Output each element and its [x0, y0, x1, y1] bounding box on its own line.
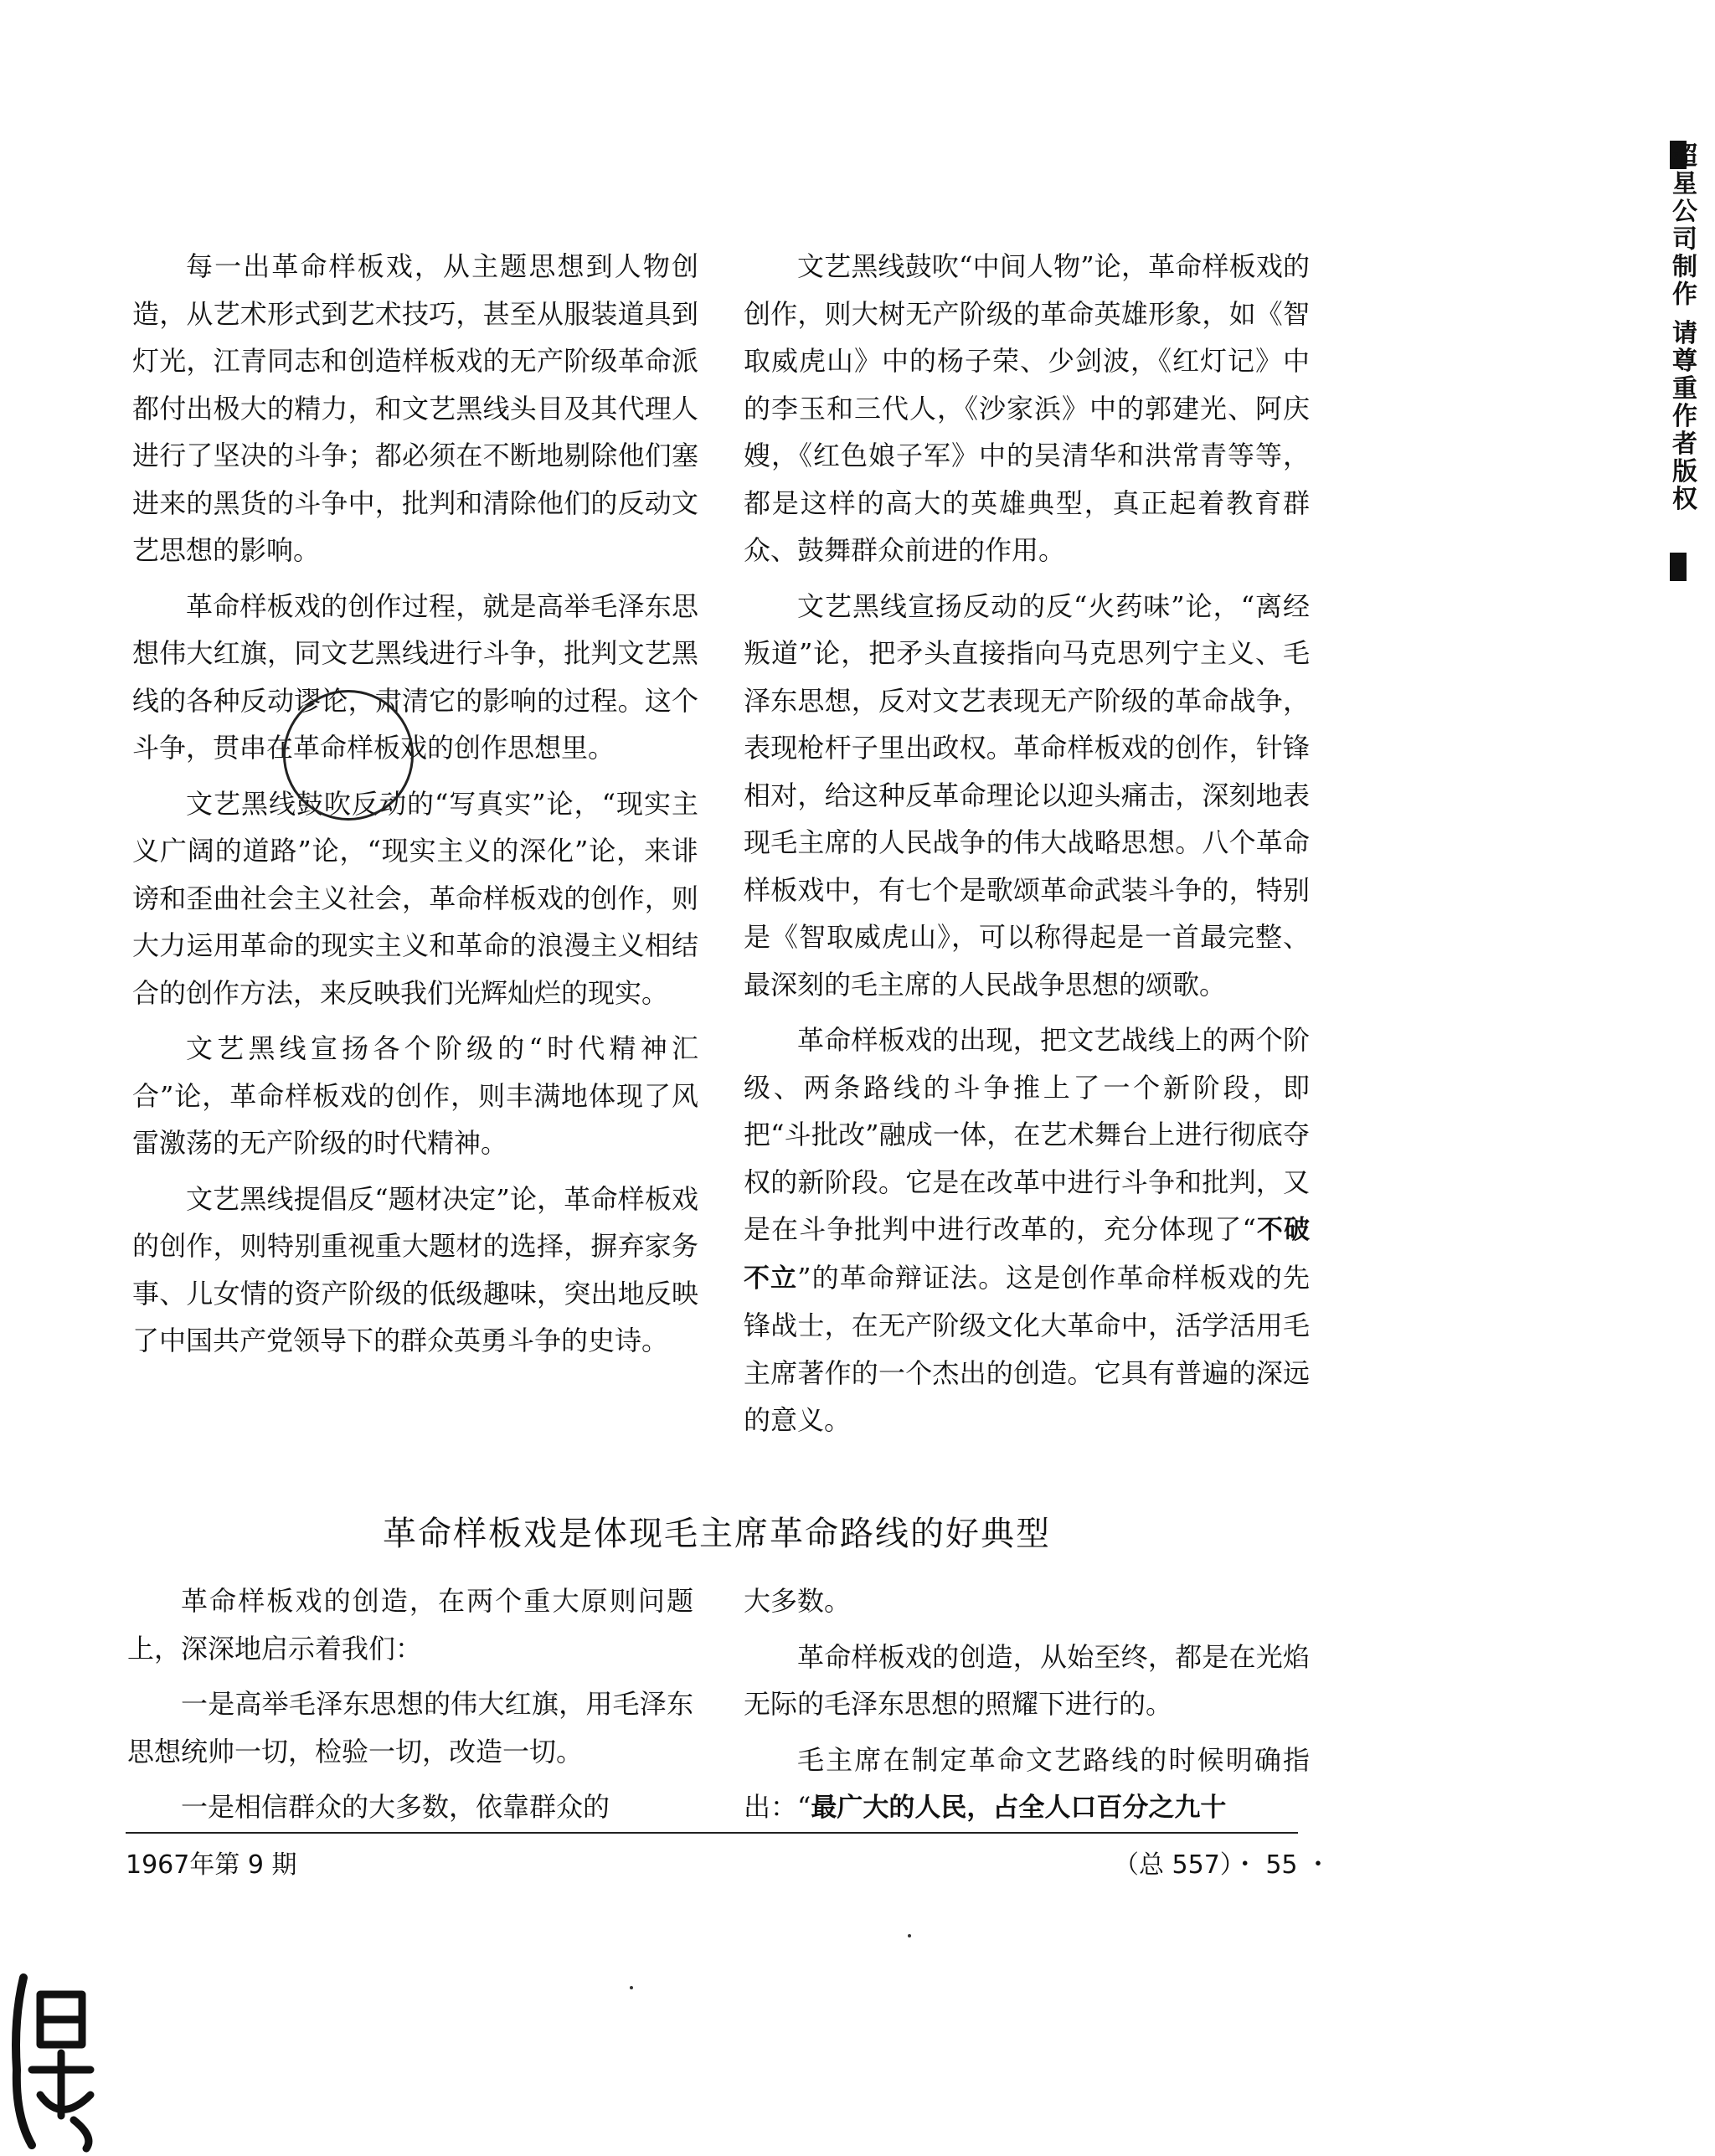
column-3 [127, 1577, 693, 1840]
pen-circle-mark [283, 690, 414, 821]
paragraph: 一是高举毛泽东思想的伟大红旗，用毛泽东思想统帅一切，检验一切，改造一切。 [127, 1688, 693, 1768]
paragraph: 文艺黑线宣扬反动的反“火药味”论，“离经叛道”论，把矛头直接指向马克思列宁主义、毛泽东思想，反对文艺表现无产阶级的革命战争，表现枪杆子里出政权。革命样板戏的创作，针锋相对，给这种反革命理论以迎头痛击，深刻地表现毛主席的人民战争的伟大战略思想。八个革命样板戏中，有七个是歌颂革命武装斗争的，特别是《智取威虎山》，可以称得起是一首最完整、最深刻的毛主席的人民战争思想的颂歌。 [744, 589, 1310, 1001]
column-1 [132, 243, 698, 1373]
column-4 [744, 1577, 1310, 1840]
paragraph: 一是相信群众的大多数，依靠群众的 [181, 1791, 610, 1823]
bold-phrase: 不破不立 [744, 1215, 1310, 1294]
paragraph [744, 1737, 1310, 1832]
paragraph: 文艺黑线鼓吹反动的“写真实”论，“现实主义广阔的道路”论，“现实主义的深化”论，来诽谤和歪曲社会主义社会，革命样板戏的创作，则大力运用革命的现实主义和革命的浪漫主义相结合的创作方法，来反映我们光辉灿烂的现实。 [132, 787, 698, 1009]
paragraph: 革命样板戏的创造，从始至终，都是在光焰无际的毛泽东思想的照耀下进行的。 [744, 1640, 1310, 1720]
paragraph [744, 1016, 1310, 1444]
paragraph: 文艺黑线宣扬各个阶级的“时代精神汇合”论，革命样板戏的创作，则丰满地体现了风雷激荡的无产阶级的时代精神。 [132, 1032, 698, 1159]
paragraph-text: 毛主席在制定革命文艺路线的时候明确指出：“ [744, 1743, 1310, 1823]
copyright-notice: 超星公司制作 请尊重作者版权 [1667, 142, 1697, 513]
paragraph: 每一出革命样板戏，从主题思想到人物创造，从艺术形式到艺术技巧，甚至从服装道具到灯光，江青同志和创造样板戏的无产阶级革命派都付出极大的精力，和文艺黑线头目及其代理人进行了坚决的斗争；都必须在不断地剔除他们塞进来的黑货的斗争中，批判和清除他们的反动文艺思想的影响。 [132, 250, 698, 566]
column-2 [744, 243, 1310, 1453]
paragraph: 文艺黑线提倡反“题材决定”论，革命样板戏的创作，则特别重视重大题材的选择，摒弃家务事、儿女情的资产阶级的低级趣味，突出地反映了中国共产党领导下的群众英勇斗争的史诗。 [132, 1182, 698, 1356]
bold-phrase: 最广大的人民，占全人口百分之九十 [811, 1793, 1227, 1823]
speck [908, 1934, 911, 1937]
paragraph: 革命样板戏的创作过程，就是高举毛泽东思想伟大红旗，同文艺黑线进行斗争，批判文艺黑线的各种反动谬论，肃清它的影响的过程。这个斗争，贯串在革命样板戏的创作思想里。 [132, 589, 698, 764]
paragraph: 文艺黑线鼓吹“中间人物”论，革命样板戏的创作，则大树无产阶级的革命英雄形象，如《智取威虎山》中的杨子荣、少剑波，《红灯记》中的李玉和三代人，《沙家浜》中的郭建光、阿庆嫂，《红色娘子军》中的吴清华和洪常青等等，都是这样的高大的英雄典型，真正起着教育群众、鼓舞群众前进的作用。 [744, 250, 1310, 566]
paragraph: 大多数。 [744, 1585, 852, 1617]
library-seal-icon [7, 1969, 106, 2153]
footer-divider [126, 1832, 1298, 1834]
paragraph: 革命样板戏的创造，在两个重大原则问题上，深深地启示着我们： [127, 1585, 693, 1665]
speck [630, 1986, 633, 1989]
page-number: （总 557）・ 55 ・ [1114, 1850, 1331, 1880]
section-heading: 革命样板戏是体现毛主席革命路线的好典型 [383, 1515, 1051, 1553]
issue-label: 1967年第 9 期 [126, 1850, 297, 1880]
paragraph-text: ”的革命辩证法。这是创作革命样板戏的先锋战士，在无产阶级文化大革命中，活学活用毛主席著作的一个杰出的创造。它具有普遍的深远的意义。 [744, 1261, 1310, 1436]
side-marker-bar [1670, 553, 1687, 581]
paragraph-text: 革命样板戏的出现，把文艺战线上的两个阶级、两条路线的斗争推上了一个新阶段，即把“斗批改”融成一体，在艺术舞台上进行彻底夺权的新阶段。它是在改革中进行斗争和批判，又是在斗争批判中进行改革的，充分体现了“ [744, 1024, 1310, 1245]
